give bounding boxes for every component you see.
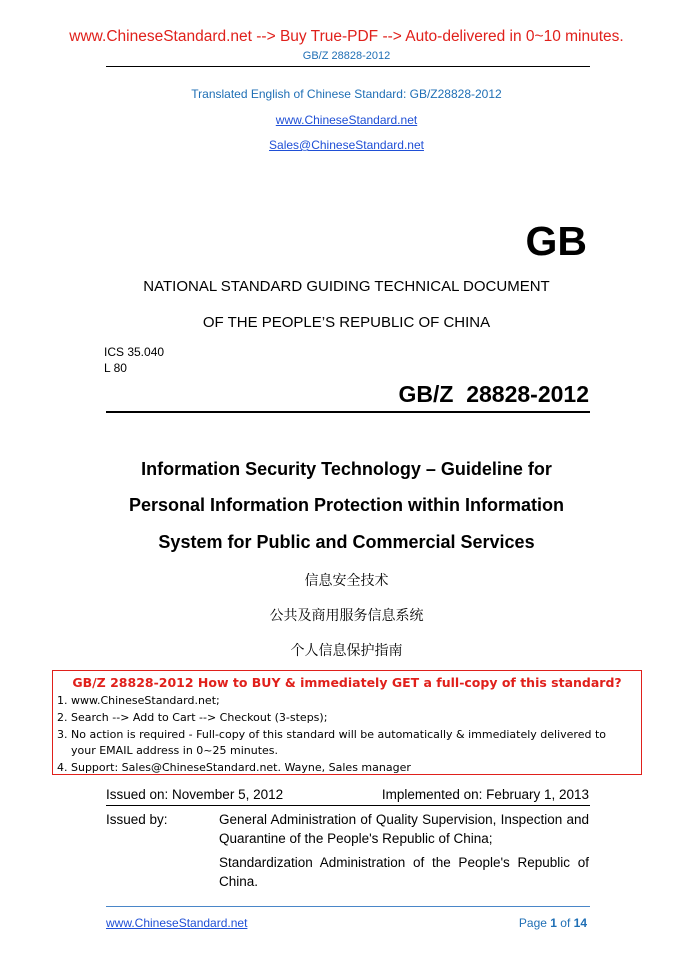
issuer-2: Standardization Administration of the People's Republic of China.	[219, 855, 589, 889]
page-indicator	[519, 916, 587, 930]
page-mid: of	[556, 916, 574, 930]
l-code: L 80	[104, 361, 127, 375]
title-en-line-1: Information Security Technology – Guideline for	[141, 459, 552, 479]
standard-number: GB/Z 28828-2012	[398, 381, 589, 407]
site-link-row	[0, 111, 693, 129]
implemented-on-date: Implemented on: February 1, 2013	[381, 787, 589, 802]
sales-link-row	[0, 136, 693, 154]
ics-code: ICS 35.040	[104, 345, 165, 359]
page-total: 14	[573, 916, 587, 930]
buy-heading: GB/Z 28828-2012 How to BUY & immediately GET a full-copy of this standard?	[72, 675, 622, 690]
title-cn-line-3: 个人信息保护指南	[290, 643, 403, 659]
title-en-line-3: System for Public and Commercial Services	[158, 532, 535, 552]
buy-step-2: 2. Search --> Add to Cart --> Checkout (3-steps);	[57, 711, 328, 724]
top-banner[interactable]: www.ChineseStandard.net --> Buy True-PDF --> Auto-delivered in 0~10 minutes.	[69, 28, 624, 45]
standard-number-divider	[106, 411, 590, 413]
buy-step-3: 3. No action is required - Full-copy of this standard will be automatically & immediately delivered to	[57, 728, 606, 741]
issued-by-label: Issued by:	[106, 812, 168, 827]
title-cn-line-1: 信息安全技术	[304, 573, 389, 589]
issuer-1: General Administration of Quality Supervision, Inspection and Quarantine of the People's Republic of China;	[219, 812, 589, 846]
sales-email-link[interactable]: Sales@ChineseStandard.net	[269, 138, 424, 152]
footer-site-link[interactable]: www.ChineseStandard.net	[106, 916, 248, 930]
footer-divider	[106, 906, 590, 907]
national-standard-line-1: NATIONAL STANDARD GUIDING TECHNICAL DOCUMENT	[143, 278, 550, 295]
site-link[interactable]: www.ChineseStandard.net	[275, 113, 418, 127]
title-cn-line-2: 公共及商用服务信息系统	[269, 608, 424, 624]
national-standard-line-2: OF THE PEOPLE’S REPUBLIC OF CHINA	[202, 314, 491, 331]
buy-step-1[interactable]: 1. www.ChineseStandard.net;	[57, 694, 220, 707]
gb-mark: GB	[525, 218, 587, 264]
page-prefix: Page	[518, 916, 551, 930]
issued-divider	[106, 805, 590, 806]
buy-step-4: 4. Support: Sales@ChineseStandard.net. Wayne, Sales manager	[57, 761, 411, 774]
issued-on-date: Issued on: November 5, 2012	[106, 787, 284, 802]
header-divider	[106, 66, 590, 67]
buy-instructions-box	[52, 670, 642, 775]
header-doc-number: GB/Z 28828-2012	[302, 50, 391, 62]
title-en-line-2: Personal Information Protection within Information	[128, 495, 564, 515]
buy-step-3-continued: your EMAIL address in 0~25 minutes.	[71, 744, 279, 757]
page-current: 1	[550, 916, 557, 930]
translated-line: Translated English of Chinese Standard: GB/Z28828-2012	[191, 87, 502, 101]
